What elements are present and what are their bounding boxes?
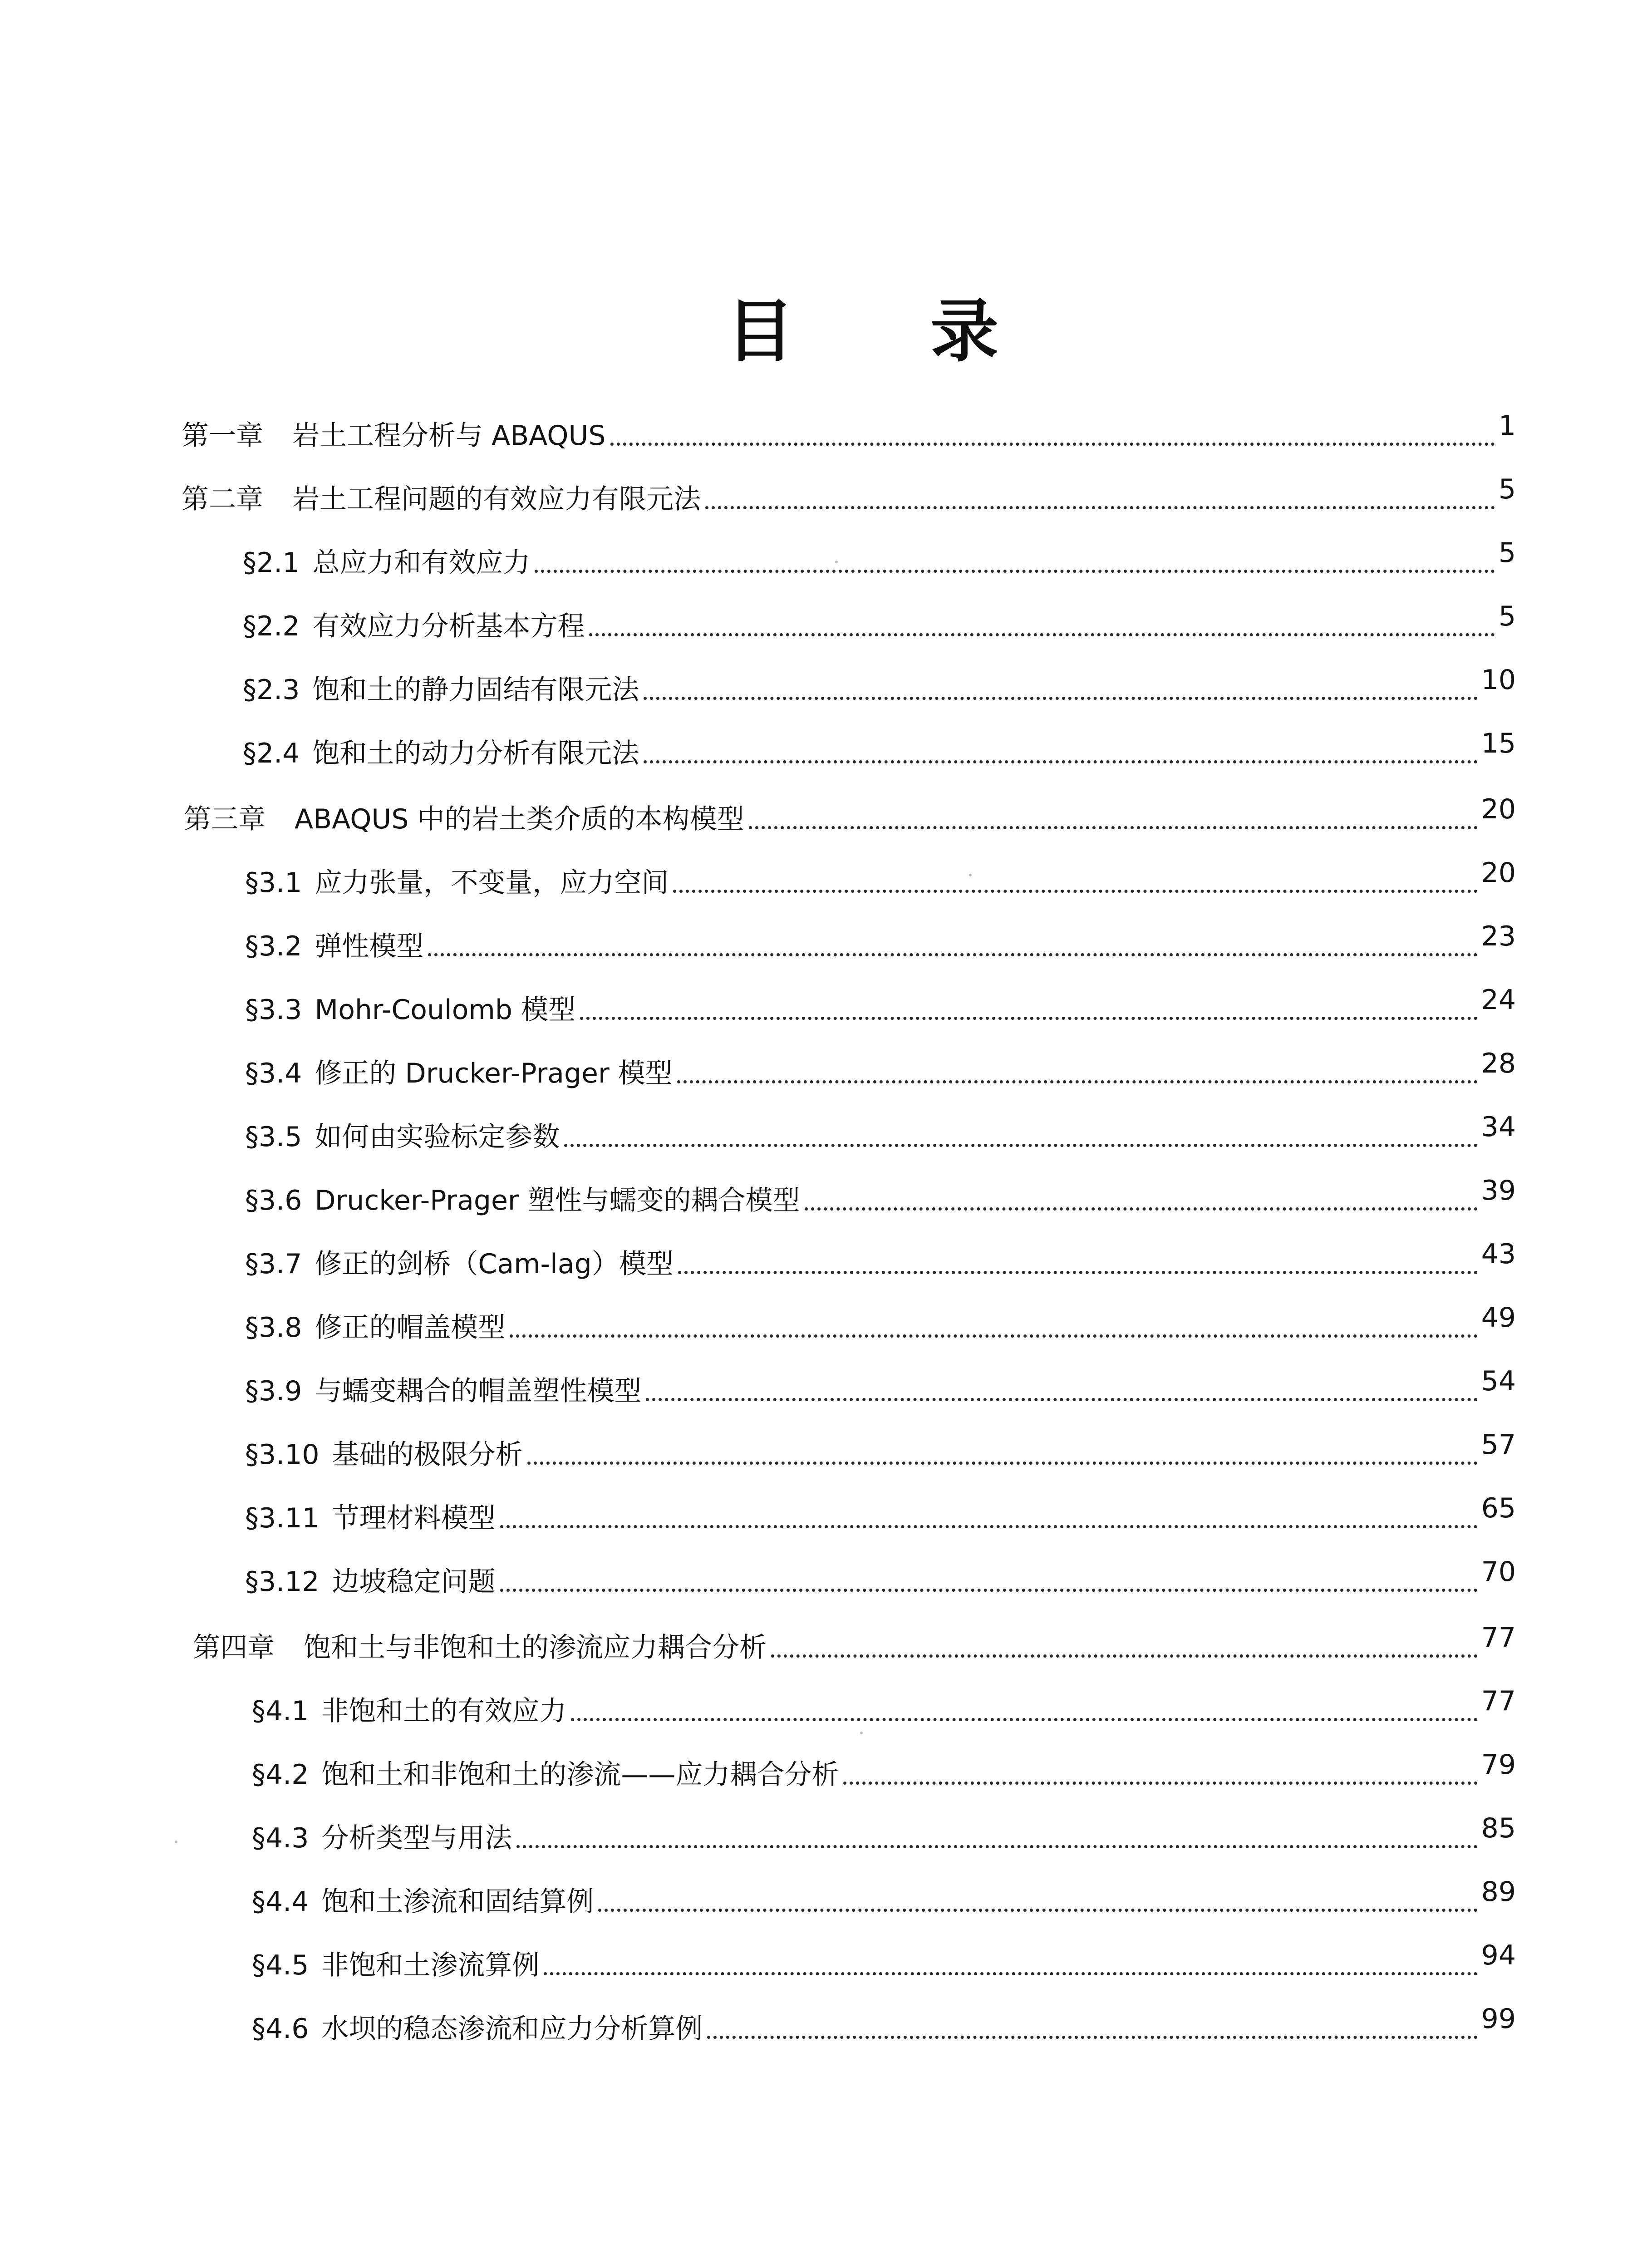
toc-entry[interactable] [245,1169,1516,1219]
dot-leader [516,1845,1477,1848]
dot-leader [843,1782,1477,1785]
toc-entry[interactable] [243,722,1516,772]
toc-entry[interactable] [245,1423,1516,1473]
dot-leader [677,1080,1478,1083]
dot-leader [544,1972,1477,1975]
toc-entry[interactable] [245,1232,1516,1282]
toc-entry-number: §2.1 [243,547,300,579]
toc-entry-number: §3.9 [245,1375,302,1407]
toc-entry[interactable] [182,404,1516,454]
dot-leader [610,443,1495,446]
toc-entry[interactable] [245,915,1516,965]
toc-entry-number: 第三章 [184,803,266,835]
dot-leader [500,1525,1478,1528]
toc-entry-title: 边坡稳定问题 [332,1566,496,1598]
toc-entry[interactable] [245,1486,1516,1536]
toc-entry[interactable] [245,1550,1516,1600]
toc-entry-page: 5 [1498,473,1516,505]
toc-entry-page: 39 [1481,1175,1516,1206]
toc-entry[interactable] [243,595,1516,645]
toc-entry-title: 修正的剑桥（Cam-lag）模型 [315,1248,674,1280]
toc-entry-number: §4.5 [252,1949,309,1981]
toc-entry-title: 有效应力分析基本方程 [312,610,585,642]
toc-entry-title: 修正的 Drucker-Prager 模型 [315,1058,673,1089]
toc-entry-title: 非饱和土渗流算例 [321,1949,540,1981]
toc-entry-page: 65 [1481,1492,1516,1524]
dot-leader [527,1462,1478,1465]
toc-entry-title: 饱和土的动力分析有限元法 [312,738,639,769]
toc-entry[interactable] [245,1359,1516,1409]
toc-entry-page: 49 [1481,1302,1516,1334]
toc-entry-number: §3.3 [245,994,302,1026]
toc-entry-page: 15 [1481,728,1516,759]
toc-entry-title: 岩土工程问题的有效应力有限元法 [292,483,701,515]
toc-entry-number: §4.6 [252,2013,309,2045]
toc-entry-page: 57 [1481,1429,1516,1461]
toc-entry-number: §3.10 [245,1439,320,1471]
toc-entry-page: 20 [1481,857,1516,889]
toc-entry[interactable] [243,531,1516,581]
toc-entry-page: 10 [1481,664,1516,696]
toc-entry-number: §3.2 [245,930,302,962]
toc-entry-number: §3.4 [245,1058,302,1089]
toc-entry[interactable] [193,1616,1516,1666]
dot-leader [500,1589,1478,1592]
toc-entry-title: 非饱和土的有效应力 [321,1695,567,1727]
dot-leader [598,1909,1477,1912]
toc-entry-page: 28 [1481,1048,1516,1079]
toc-entry-title: 饱和土和非饱和土的渗流——应力耦合分析 [321,1759,839,1791]
toc-entry-number: 第二章 [182,483,263,515]
toc-entry[interactable] [182,468,1516,517]
dot-leader [510,1334,1477,1338]
toc-entry-number: §4.1 [252,1695,309,1727]
dot-leader [678,1271,1478,1274]
toc-entry-title: Mohr-Coulomb 模型 [315,994,576,1026]
toc-entry-page: 43 [1481,1238,1516,1270]
toc-entry-number: §2.3 [243,674,300,706]
toc-entry-title: 水坝的稳态渗流和应力分析算例 [321,2013,703,2045]
toc-entry-title: 饱和土的静力固结有限元法 [312,674,639,706]
dot-leader [644,760,1477,763]
title-char-2: 录 [930,291,998,371]
toc-entry-page: 1 [1498,410,1516,442]
toc-entry-number: §3.1 [245,867,302,899]
toc-entry[interactable] [252,1934,1516,1983]
dot-leader [580,1017,1478,1020]
toc-entry[interactable] [252,1806,1516,1856]
dot-leader [705,506,1495,509]
toc-entry-title: 岩土工程分析与 ABAQUS [292,420,606,452]
dot-leader [805,1207,1478,1211]
toc-entry-title: Drucker-Prager 塑性与蠕变的耦合模型 [315,1185,800,1216]
toc-entry-title: 修正的帽盖模型 [315,1312,506,1344]
toc-entry-page: 89 [1481,1876,1516,1908]
toc-entry[interactable] [245,1296,1516,1346]
toc-entry-title: 分析类型与用法 [321,1822,512,1854]
toc-entry[interactable] [245,978,1516,1028]
toc-entry-page: 77 [1481,1622,1516,1654]
toc-entry-number: §4.3 [252,1822,309,1854]
toc-entry-title: ABAQUS 中的岩土类介质的本构模型 [295,803,744,835]
toc-entry-page: 70 [1481,1556,1516,1588]
toc-entry-page: 20 [1481,793,1516,825]
toc-entry[interactable] [252,1743,1516,1793]
scan-speck [835,561,838,563]
dot-leader [749,826,1478,829]
toc-entry-number: §3.5 [245,1121,302,1153]
dot-leader [589,633,1495,636]
toc-entry-title: 饱和土渗流和固结算例 [321,1886,594,1918]
dot-leader [428,953,1477,956]
toc-entry-number: §2.4 [243,738,300,769]
toc-entry-number: 第一章 [182,420,263,452]
toc-entry-page: 23 [1481,920,1516,952]
toc-entry-page: 85 [1481,1812,1516,1844]
toc-entry-title: 节理材料模型 [332,1502,496,1534]
toc-entry[interactable] [243,658,1516,708]
toc-entry-page: 34 [1481,1111,1516,1143]
toc-entry[interactable] [245,1042,1516,1092]
toc-entry[interactable] [245,1105,1516,1155]
toc-entry-title: 总应力和有效应力 [312,547,531,579]
toc-entry-page: 5 [1498,537,1516,569]
dot-leader [564,1144,1477,1147]
toc-entry-title: 如何由实验标定参数 [315,1121,560,1153]
toc-entry-page: 24 [1481,984,1516,1016]
scan-speck [860,1732,863,1734]
toc-entry-number: §3.11 [245,1502,320,1534]
scan-speck [175,1841,177,1843]
toc-entry-page: 79 [1481,1749,1516,1781]
dot-leader [535,570,1495,573]
toc-entry-title: 弹性模型 [315,930,424,962]
toc-entry-page: 77 [1481,1685,1516,1717]
scan-speck [969,874,972,876]
toc-entry-number: 第四章 [193,1632,275,1664]
dot-leader [673,890,1477,893]
toc-entry-title: 饱和土与非饱和土的渗流应力耦合分析 [304,1632,767,1664]
toc-entry-page: 94 [1481,1939,1516,1971]
toc-entry-title: 基础的极限分析 [332,1439,523,1471]
toc-entry-page: 54 [1481,1365,1516,1397]
toc-entry-number: §3.7 [245,1248,302,1280]
toc-entry[interactable] [184,787,1516,837]
dot-leader [646,1398,1477,1401]
toc-entry[interactable] [252,1870,1516,1920]
toc-entry-number: §4.4 [252,1886,309,1918]
toc-entry[interactable] [245,851,1516,901]
toc-entry-title: 应力张量，不变量，应力空间 [315,867,669,899]
dot-leader [771,1654,1478,1658]
toc-entry-title: 与蠕变耦合的帽盖塑性模型 [315,1375,642,1407]
toc-entry-number: §3.12 [245,1566,320,1598]
toc-entry-page: 99 [1481,2003,1516,2035]
toc-entry-number: §2.2 [243,610,300,642]
toc-entry-number: §3.6 [245,1185,302,1216]
dot-leader [571,1718,1477,1721]
title-char-1: 目 [726,291,795,371]
toc-entry-page: 5 [1498,600,1516,632]
dot-leader [644,697,1477,700]
toc-entry-number: §4.2 [252,1759,309,1791]
toc-entry-number: §3.8 [245,1312,302,1344]
toc-entry[interactable] [252,1679,1516,1729]
toc-entry[interactable] [252,1997,1516,2047]
dot-leader [707,2036,1477,2039]
